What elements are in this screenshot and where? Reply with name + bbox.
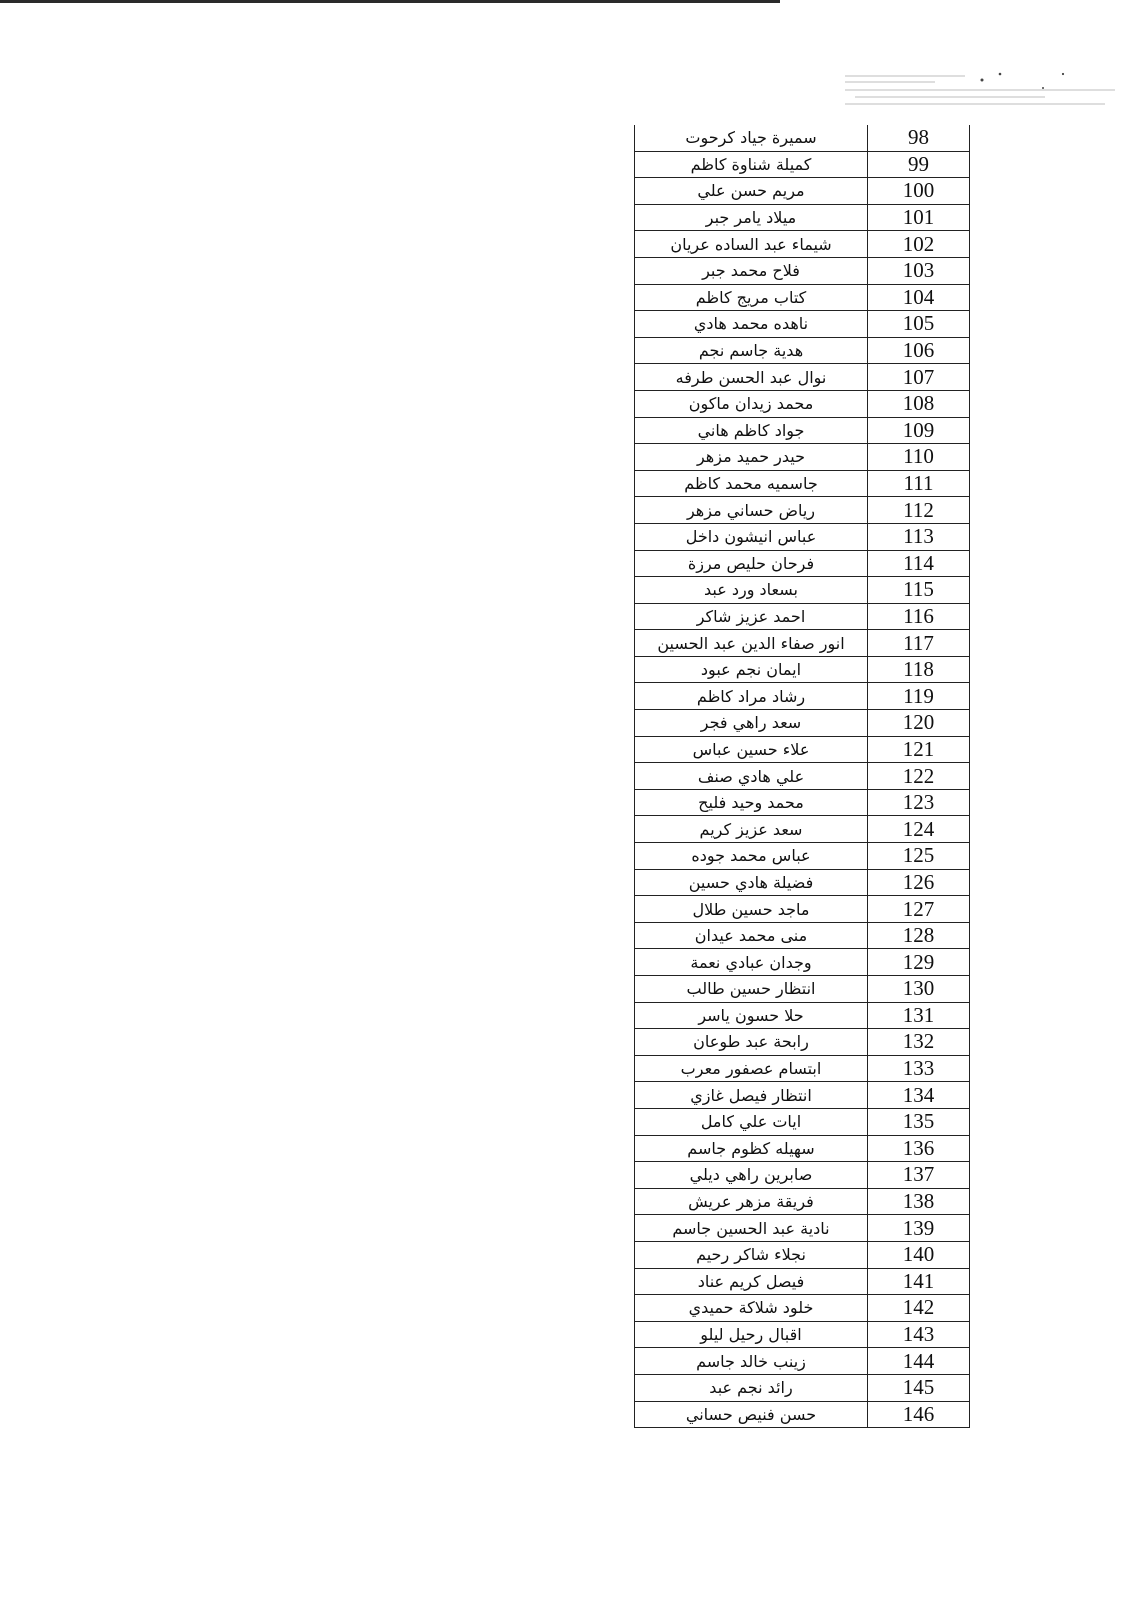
- table-row: [635, 444, 970, 471]
- row-number: 124: [868, 816, 970, 843]
- table-row: [635, 1348, 970, 1375]
- table-row: [635, 843, 970, 870]
- faint-header-marks: [845, 70, 1115, 112]
- person-name: حيدر حميد مزهر: [635, 444, 868, 471]
- row-number: 98: [868, 125, 970, 151]
- row-number: 120: [868, 710, 970, 737]
- table-row: [635, 736, 970, 763]
- person-name: حسن فنيص حساني: [635, 1401, 868, 1428]
- row-number: 106: [868, 337, 970, 364]
- table-row: [635, 337, 970, 364]
- table-row: [635, 151, 970, 178]
- row-number: 132: [868, 1029, 970, 1056]
- person-name: ايات علي كامل: [635, 1108, 868, 1135]
- person-name: فيصل كريم عناد: [635, 1268, 868, 1295]
- person-name: عباس محمد جوده: [635, 843, 868, 870]
- table-row: [635, 311, 970, 338]
- person-name: ايمان نجم عبود: [635, 656, 868, 683]
- table-row: [635, 922, 970, 949]
- table-row: [635, 603, 970, 630]
- person-name: نوال عبد الحسن طرفه: [635, 364, 868, 391]
- person-name: سعد راهي فجر: [635, 710, 868, 737]
- row-number: 115: [868, 577, 970, 604]
- table-row: [635, 523, 970, 550]
- person-name: شيماء عبد الساده عريان: [635, 231, 868, 258]
- row-number: 131: [868, 1002, 970, 1029]
- row-number: 137: [868, 1162, 970, 1189]
- person-name: علي هادي صنف: [635, 763, 868, 790]
- row-number: 113: [868, 523, 970, 550]
- person-name: وجدان عبادي نعمة: [635, 949, 868, 976]
- person-name: حلا حسون ياسر: [635, 1002, 868, 1029]
- person-name: فلاح محمد جبر: [635, 257, 868, 284]
- person-name: جاسميه محمد كاظم: [635, 470, 868, 497]
- person-name: فضيلة هادي حسين: [635, 869, 868, 896]
- person-name: محمد وحيد فليح: [635, 789, 868, 816]
- person-name: صابرين راهي ديلي: [635, 1162, 868, 1189]
- table-row: [635, 683, 970, 710]
- person-name: سعد عزيز كريم: [635, 816, 868, 843]
- table-row: [635, 1268, 970, 1295]
- table-row: [635, 1374, 970, 1401]
- table-row: [635, 1241, 970, 1268]
- table-row: [635, 1029, 970, 1056]
- table-row: [635, 1321, 970, 1348]
- row-number: 105: [868, 311, 970, 338]
- person-name: رشاد مراد كاظم: [635, 683, 868, 710]
- row-number: 103: [868, 257, 970, 284]
- table-row: [635, 577, 970, 604]
- person-name: محمد زيدان ماكون: [635, 390, 868, 417]
- row-number: 125: [868, 843, 970, 870]
- row-number: 128: [868, 922, 970, 949]
- table-row: [635, 1162, 970, 1189]
- row-number: 111: [868, 470, 970, 497]
- table-row: [635, 204, 970, 231]
- row-number: 110: [868, 444, 970, 471]
- table-row: [635, 789, 970, 816]
- row-number: 122: [868, 763, 970, 790]
- row-number: 112: [868, 497, 970, 524]
- row-number: 101: [868, 204, 970, 231]
- names-table-body: [635, 125, 970, 1428]
- row-number: 140: [868, 1241, 970, 1268]
- person-name: اقبال رحيل ليلو: [635, 1321, 868, 1348]
- row-number: 118: [868, 656, 970, 683]
- top-scan-rule: [0, 0, 780, 3]
- person-name: فرحان حليص مرزة: [635, 550, 868, 577]
- table-row: [635, 763, 970, 790]
- row-number: 139: [868, 1215, 970, 1242]
- row-number: 144: [868, 1348, 970, 1375]
- row-number: 121: [868, 736, 970, 763]
- row-number: 134: [868, 1082, 970, 1109]
- person-name: رائد نجم عبد: [635, 1374, 868, 1401]
- row-number: 108: [868, 390, 970, 417]
- table-row: [635, 1108, 970, 1135]
- person-name: نجلاء شاكر رحيم: [635, 1241, 868, 1268]
- row-number: 142: [868, 1295, 970, 1322]
- table-row: [635, 896, 970, 923]
- person-name: كميلة شناوة كاظم: [635, 151, 868, 178]
- names-table: [634, 125, 970, 1428]
- person-name: نادية عبد الحسين جاسم: [635, 1215, 868, 1242]
- person-name: خلود شلاكة حميدي: [635, 1295, 868, 1322]
- row-number: 109: [868, 417, 970, 444]
- person-name: عباس انيشون داخل: [635, 523, 868, 550]
- person-name: انتظار حسين طالب: [635, 976, 868, 1003]
- person-name: رياض حساني مزهر: [635, 497, 868, 524]
- person-name: علاء حسين عباس: [635, 736, 868, 763]
- row-number: 104: [868, 284, 970, 311]
- person-name: منى محمد عيدان: [635, 922, 868, 949]
- person-name: ابتسام عصفور معرب: [635, 1055, 868, 1082]
- row-number: 123: [868, 789, 970, 816]
- person-name: جواد كاظم هاني: [635, 417, 868, 444]
- row-number: 129: [868, 949, 970, 976]
- table-row: [635, 1215, 970, 1242]
- table-row: [635, 1188, 970, 1215]
- person-name: رابحة عبد طوعان: [635, 1029, 868, 1056]
- row-number: 136: [868, 1135, 970, 1162]
- table-row: [635, 364, 970, 391]
- person-name: ماجد حسين طلال: [635, 896, 868, 923]
- row-number: 141: [868, 1268, 970, 1295]
- table-row: [635, 550, 970, 577]
- table-row: [635, 630, 970, 657]
- table-row: [635, 656, 970, 683]
- table-row: [635, 417, 970, 444]
- table-row: [635, 1295, 970, 1322]
- table-row: [635, 231, 970, 258]
- row-number: 135: [868, 1108, 970, 1135]
- person-name: انور صفاء الدين عبد الحسين: [635, 630, 868, 657]
- table-row: [635, 284, 970, 311]
- person-name: فريقة مزهر عريش: [635, 1188, 868, 1215]
- row-number: 130: [868, 976, 970, 1003]
- row-number: 107: [868, 364, 970, 391]
- table-row: [635, 470, 970, 497]
- table-row: [635, 710, 970, 737]
- row-number: 138: [868, 1188, 970, 1215]
- person-name: هدية جاسم نجم: [635, 337, 868, 364]
- row-number: 146: [868, 1401, 970, 1428]
- row-number: 102: [868, 231, 970, 258]
- table-row: [635, 1135, 970, 1162]
- person-name: بسعاد ورد عبد: [635, 577, 868, 604]
- row-number: 127: [868, 896, 970, 923]
- person-name: سهيله كظوم جاسم: [635, 1135, 868, 1162]
- table-row: [635, 390, 970, 417]
- row-number: 99: [868, 151, 970, 178]
- person-name: ناهده محمد هادي: [635, 311, 868, 338]
- row-number: 126: [868, 869, 970, 896]
- table-row: [635, 816, 970, 843]
- table-row: [635, 125, 970, 151]
- person-name: ميلاد يامر جبر: [635, 204, 868, 231]
- table-row: [635, 178, 970, 205]
- person-name: مريم حسن علي: [635, 178, 868, 205]
- table-row: [635, 1401, 970, 1428]
- row-number: 145: [868, 1374, 970, 1401]
- person-name: زينب خالد جاسم: [635, 1348, 868, 1375]
- person-name: انتظار فيصل غازي: [635, 1082, 868, 1109]
- row-number: 100: [868, 178, 970, 205]
- row-number: 114: [868, 550, 970, 577]
- row-number: 117: [868, 630, 970, 657]
- table-row: [635, 497, 970, 524]
- table-row: [635, 1055, 970, 1082]
- row-number: 119: [868, 683, 970, 710]
- table-row: [635, 949, 970, 976]
- row-number: 116: [868, 603, 970, 630]
- person-name: احمد عزيز شاكر: [635, 603, 868, 630]
- table-row: [635, 869, 970, 896]
- table-row: [635, 976, 970, 1003]
- row-number: 133: [868, 1055, 970, 1082]
- table-row: [635, 1002, 970, 1029]
- table-row: [635, 1082, 970, 1109]
- person-name: سميرة جياد كرحوت: [635, 125, 868, 151]
- row-number: 143: [868, 1321, 970, 1348]
- person-name: كتاب مريج كاظم: [635, 284, 868, 311]
- table-row: [635, 257, 970, 284]
